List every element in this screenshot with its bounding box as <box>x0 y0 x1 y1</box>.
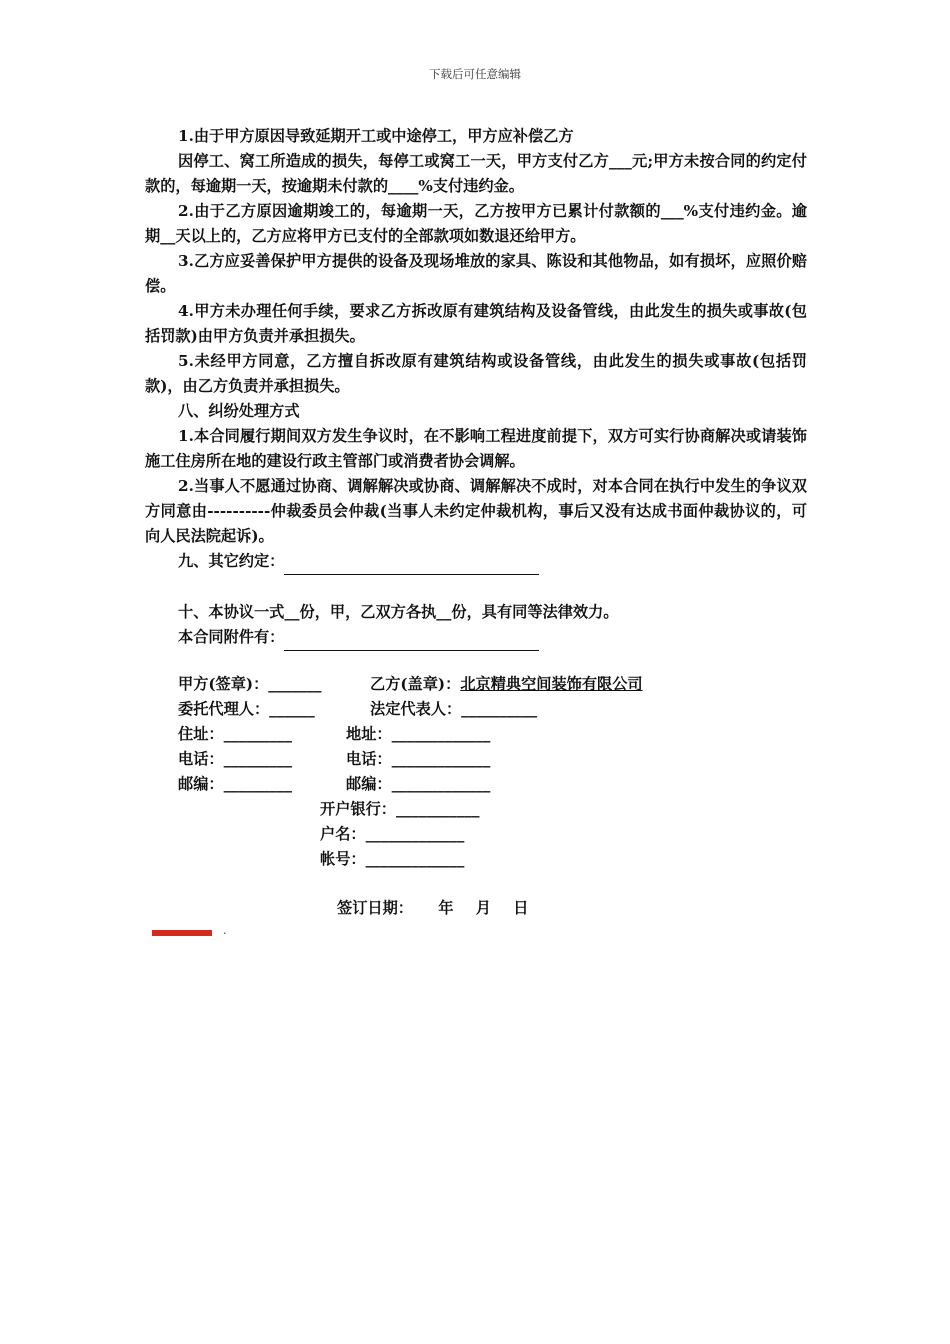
party-a-sign: 甲方(签章)：_______ <box>178 675 322 693</box>
footer-dot: . <box>223 924 227 937</box>
account-no-row <box>178 847 818 872</box>
paragraph-7: 1.本合同履行期间双方发生争议时，在不影响工程进度前提下，双方可实行协商解决或请装饰施工住房所在地的建设行政主管部门或消费者协会调解。 <box>145 427 807 470</box>
date-label: 签订日期： <box>337 899 413 917</box>
bank-row <box>178 797 818 822</box>
date-day: 日 <box>513 899 529 917</box>
phone-a-field: 电话：_________ <box>178 750 292 768</box>
zip-a-field: 邮编：_________ <box>178 775 292 793</box>
paragraph-2: 因停工、窝工所造成的损失，每停工或窝工一天，甲方支付乙方___元;甲方未按合同的约定付款的，每逾期一天，按逾期未付款的____%支付违约金。 <box>145 152 807 195</box>
address-b-field: 地址：_____________ <box>346 725 491 743</box>
date-year: 年 <box>438 899 454 917</box>
zip-row <box>178 772 818 797</box>
header-note: 下载后可任意编辑 <box>429 67 521 81</box>
paragraph-5: 4.甲方未办理任何手续，要求乙方拆改原有建筑结构及设备管线，由此发生的损失或事故(包括罚款)由甲方负责并承担损失。 <box>145 302 807 345</box>
paragraph-3: 2.由于乙方原因逾期竣工的，每逾期一天，乙方按甲方已累计付款额的___%支付违约金。逾期__天以上的，乙方应将甲方已支付的全部款项如数退还给甲方。 <box>145 202 807 245</box>
address-row <box>178 722 818 747</box>
party-b-name: 北京精典空间装饰有限公司 <box>460 675 643 693</box>
signature-block <box>178 672 818 872</box>
rep-row <box>178 697 818 722</box>
zip-b-field: 邮编：_____________ <box>346 775 491 793</box>
account-name-row <box>178 822 818 847</box>
phone-b-field: 电话：_____________ <box>346 750 491 768</box>
spacer <box>145 575 807 600</box>
phone-row <box>178 747 818 772</box>
attachments-line <box>145 625 807 651</box>
other-terms-label: 九、其它约定： <box>178 552 285 570</box>
signing-date <box>337 897 528 918</box>
bank-field: 开户银行：___________ <box>320 800 480 818</box>
paragraph-1: 1.由于甲方原因导致延期开工或中途停工，甲方应补偿乙方 <box>178 127 574 145</box>
party-b-sign-label: 乙方(盖章)： <box>370 675 461 693</box>
other-terms-line <box>145 549 807 575</box>
section-heading-disputes: 八、纠纷处理方式 <box>178 402 300 420</box>
paragraph-8: 2.当事人不愿通过协商、调解解决或协商、调解解决不成时，对本合同在执行中发生的争议双方同意由----------仲裁委员会仲裁(当事人未约定仲裁机构，事后又没有达成书面仲裁协议的，可向人民法院起诉)。 <box>145 477 807 545</box>
other-terms-blank <box>284 549 539 575</box>
date-month: 月 <box>475 899 491 917</box>
attachments-label: 本合同附件有： <box>178 628 285 646</box>
party-b-sign <box>370 672 643 697</box>
paragraph-4: 3.乙方应妥善保护甲方提供的设备及现场堆放的家具、陈设和其他物品，如有损坏，应照价赔偿。 <box>145 252 807 295</box>
attachments-blank <box>284 625 539 651</box>
address-a-field: 住址：_________ <box>178 725 292 743</box>
sign-row <box>178 672 818 697</box>
copies-text: 十、本协议一式__份，甲，乙双方各执__份，具有同等法律效力。 <box>178 603 619 621</box>
account-name-field: 户名：_____________ <box>320 825 465 843</box>
legal-rep-field: 法定代表人：__________ <box>370 700 538 718</box>
red-mark-bar <box>152 930 212 936</box>
contract-body <box>145 124 807 651</box>
agent-field: 委托代理人：______ <box>178 700 315 718</box>
paragraph-6: 5.未经甲方同意，乙方擅自拆改原有建筑结构或设备管线，由此发生的损失或事故(包括罚款)，由乙方负责并承担损失。 <box>145 352 807 395</box>
account-no-field: 帐号：_____________ <box>320 850 465 868</box>
